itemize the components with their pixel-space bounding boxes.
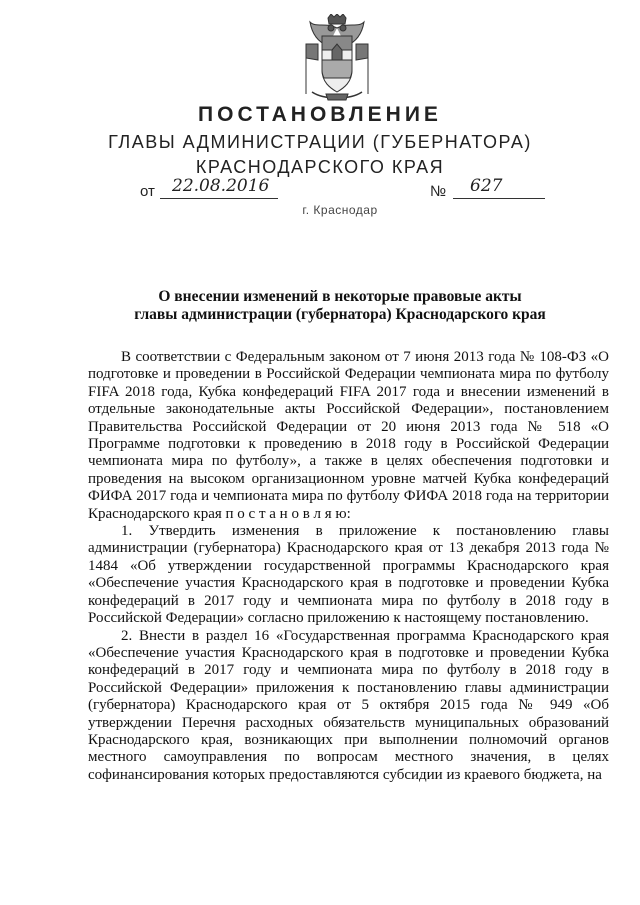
document-body — [88, 349, 609, 784]
date-handwritten: 22.08.2016 — [172, 176, 270, 196]
document-type-heading: ПОСТАНОВЛЕНИЕ — [198, 103, 442, 126]
issuer-heading-line1: ГЛАВЫ АДМИНИСТРАЦИИ (ГУБЕРНАТОРА) — [108, 132, 532, 152]
body-paragraph: 2. Внести в раздел 16 «Государственная программа Краснодарского края «Обеспечение участия Краснодарского края в подготовке и проведении Кубка конфедераций в 2017 году и чемпионата мира по футболу в 2018 году в Российской Федерации» приложения к постановлению главы администрации (губернатора) Краснодарского края от 5 октября 2015 года № 949 «Об утверждении Перечня расходных обязательств муниципальных образований Краснодарского края, возникающих при выполнении полномочий органов местного самоуправления по вопросам местного значения, в целях софинансирования которых предоставляются субсидии из краевого бюджета, на — [88, 627, 609, 783]
number-handwritten: 627 — [470, 176, 503, 196]
document-title-line1: О внесении изменений в некоторые правовые акты — [158, 288, 522, 305]
document-title-line2: главы администрации (губернатора) Краснодарского края — [134, 306, 546, 323]
date-label: от — [140, 183, 155, 200]
date-underline — [160, 198, 278, 199]
body-paragraph: 1. Утвердить изменения в приложение к постановлению главы администрации (губернатора) Краснодарского края от 13 декабря 2013 года № 1484 «Об утверждении государственной программы Краснодарского края «Обеспечение участия Краснодарского края в подготовке и проведении Кубка конфедераций в 2017 году и чемпионата мира по футболу в 2018 году в Российской Федерации» согласно приложению к настоящему постановлению. — [88, 523, 609, 627]
issuer-heading-line2: КРАСНОДАРСКОГО КРАЯ — [195, 157, 445, 177]
body-paragraph: В соответствии с Федеральным законом от 7 июня 2013 года № 108-ФЗ «О подготовке и проведении в Российской Федерации чемпионата мира по футболу FIFA 2018 года, Кубка конфедераций FIFA 2017 года и внесении изменений в отдельные законодательные акты Российской Федерации», постановлением Правительства Российской Федерации от 20 июня 2013 года № 518 «О Программе подготовки к проведению в 2018 году в Российской Федерации чемпионата мира по футболу», а также в целях обеспечения подготовки и проведения на высоком организационном уровне матчей Кубка конфедераций ФИФА 2017 года и чемпионата мира по футболу ФИФА 2018 года на территории Краснодарского края п о с т а н о в л я ю: — [88, 349, 609, 522]
city-label: г. Краснодар — [302, 203, 378, 217]
coat-of-arms-icon — [298, 14, 376, 102]
number-underline — [453, 198, 545, 199]
number-label: № — [430, 183, 447, 200]
